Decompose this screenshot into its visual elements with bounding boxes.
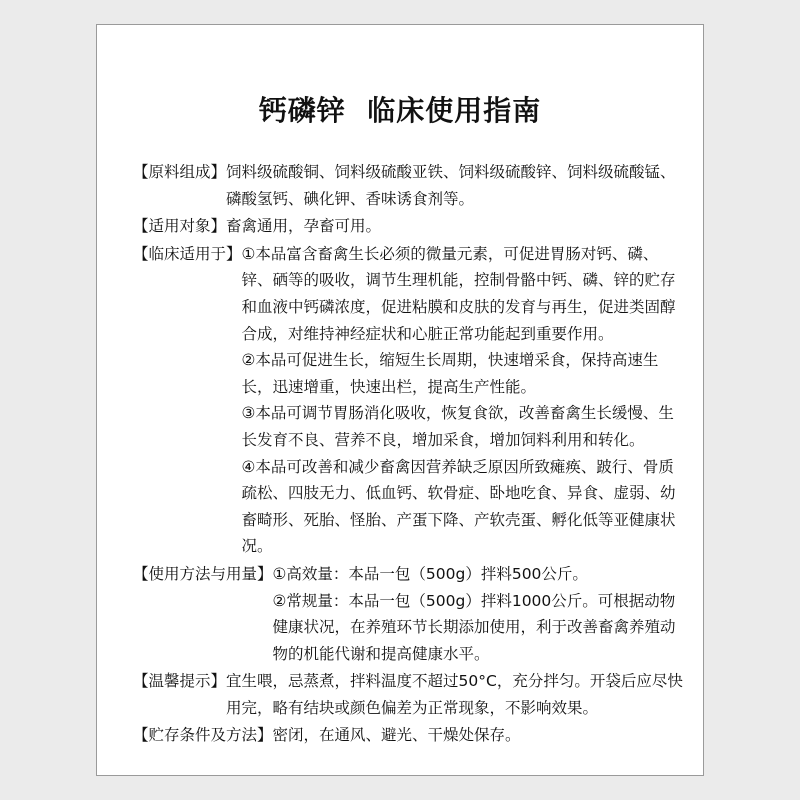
section-body-target [226, 213, 689, 240]
section-usage [133, 561, 689, 667]
section-body-usage [273, 561, 689, 667]
paragraph: ①本品富含畜禽生长必须的微量元素，可促进胃肠对钙、磷、锌、硒等的吸收，调节生理机能，控制骨骼中钙、磷、锌的贮存和血液中钙磷浓度，促进粘膜和皮肤的发育与再生，促进类固醇合成，对维持神经症状和心脏正常功能起到重要作用。 [241, 244, 676, 343]
section-label-usage: 【使用方法与用量】 [133, 564, 273, 583]
section-storage [133, 722, 689, 749]
paragraph: ④本品可改善和减少畜禽因营养缺乏原因所致瘫痪、跛行、骨质疏松、四肢无力、低血钙、软骨症、卧地吃食、异食、虚弱、幼畜畸形、死胎、怪胎、产蛋下降、产软壳蛋、孵化低等亚健康状况。 [241, 457, 676, 556]
section-ingredients [133, 159, 689, 212]
section-body-clinical [242, 241, 689, 560]
section-clinical [133, 241, 689, 560]
paragraph: 密闭，在通风、避光、干燥处保存。 [272, 726, 521, 745]
section-label-tips: 【温馨提示】 [133, 672, 227, 691]
paragraph: 饲料级硫酸铜、饲料级硫酸亚铁、饲料级硫酸锌、饲料级硫酸锰、磷酸氢钙、碘化钾、香味诱食剂等。 [226, 163, 676, 208]
paragraph: ③本品可调节胃肠消化吸收，恢复食欲，改善畜禽生长缓慢、生长发育不良、营养不良，增加采食，增加饲料利用和转化。 [241, 404, 674, 449]
instruction-content [133, 159, 689, 749]
section-target [133, 213, 689, 240]
section-label-clinical: 【临床适用于】 [133, 244, 242, 263]
paragraph: 畜禽通用，孕畜可用。 [226, 217, 382, 236]
section-body-tips [226, 668, 689, 721]
paragraph: ②常规量：本品一包（500g）拌料1000公斤。可根据动物健康状况，在养殖环节长期添加使用，利于改善畜禽养殖动物的机能代谢和提高健康水平。 [272, 591, 676, 663]
section-label-ingredients: 【原料组成】 [133, 163, 227, 181]
paragraph: 宜生喂，忌蒸煮，拌料温度不超过50°C，充分拌匀。开袋后应尽快用完，略有结块或颜色偏差为正常现象，不影响效果。 [226, 672, 683, 717]
section-label-storage: 【贮存条件及方法】 [133, 726, 273, 745]
page-title: 钙磷锌 临床使用指南 [258, 94, 542, 127]
section-tips [133, 668, 689, 721]
section-body-storage [273, 722, 689, 749]
paragraph: ②本品可促进生长，缩短生长周期，快速增采食，保持高速生长，迅速增重，快速出栏，提高生产性能。 [241, 351, 659, 396]
instruction-sheet [96, 24, 704, 776]
section-body-ingredients [226, 159, 689, 212]
paragraph: ①高效量：本品一包（500g）拌料500公斤。 [272, 564, 588, 583]
section-label-target: 【适用对象】 [133, 217, 227, 236]
